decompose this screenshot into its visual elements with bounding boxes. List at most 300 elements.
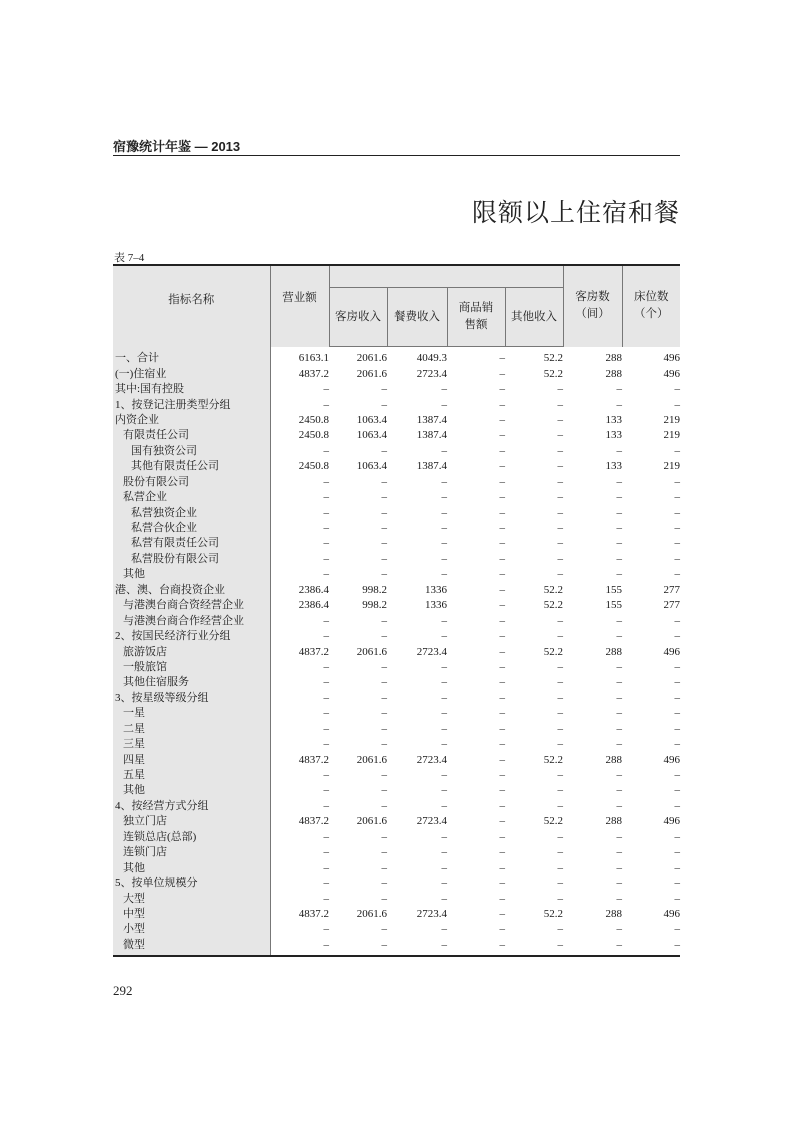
cell-rooms: 288 (605, 815, 622, 828)
cell-room-income: 998.2 (362, 599, 387, 612)
cell-goods-sales: – (499, 660, 505, 673)
cell-rooms: – (616, 830, 622, 843)
cell-beds: – (674, 568, 680, 581)
cell-goods-sales: – (499, 676, 505, 689)
cell-room-income: – (381, 877, 387, 890)
cell-food-income: – (441, 830, 447, 843)
cell-room-income: – (381, 630, 387, 643)
cell-rooms: – (616, 892, 622, 905)
cell-other-income: 52.2 (543, 753, 563, 766)
table-row (113, 845, 680, 860)
cell-goods-sales: – (499, 522, 505, 535)
cell-beds: – (674, 491, 680, 504)
row-indicator-name: 与港澳台商合作经营企业 (113, 613, 270, 628)
cell-beds: – (674, 691, 680, 704)
cell-revenue: – (323, 444, 329, 457)
cell-rooms: – (616, 630, 622, 643)
cell-goods-sales: – (499, 475, 505, 488)
header-rooms-line1: 客房数 (575, 291, 610, 304)
row-indicator-name: 其他有限责任公司 (113, 459, 270, 474)
cell-revenue: – (323, 830, 329, 843)
table-row (113, 660, 680, 675)
row-indicator-name: 五星 (113, 768, 270, 783)
cell-rooms: – (616, 691, 622, 704)
table-number: 表 7–4 (114, 252, 145, 264)
cell-beds: – (622, 938, 680, 956)
cell-revenue: – (323, 630, 329, 643)
cell-rooms: – (616, 877, 622, 890)
row-indicator-name: 微型 (113, 938, 270, 956)
cell-goods-sales: – (499, 923, 505, 936)
row-indicator-name: 私营企业 (113, 490, 270, 505)
row-indicator-name: 其他住宿服务 (113, 675, 270, 690)
row-indicator-name: 独立门店 (113, 814, 270, 829)
cell-room-income: – (381, 722, 387, 735)
header-room-income-label: 客房收入 (335, 310, 381, 323)
table-row (113, 366, 680, 381)
cell-food-income: – (441, 660, 447, 673)
cell-room-income: 2061.6 (356, 753, 387, 766)
cell-other-income: 52.2 (543, 367, 563, 380)
cell-room-income: – (381, 522, 387, 535)
cell-rooms: – (616, 475, 622, 488)
cell-food-income: – (441, 892, 447, 905)
table-body (113, 347, 680, 957)
row-indicator-name: 连锁总店(总部) (113, 830, 270, 845)
cell-revenue: – (323, 877, 329, 890)
cell-food-income: – (441, 568, 447, 581)
header-goods-sales-line1: 商品销 (458, 302, 494, 314)
cell-room-income: – (381, 830, 387, 843)
table-row (113, 428, 680, 443)
cell-goods-sales: – (499, 568, 505, 581)
cell-food-income: – (441, 630, 447, 643)
cell-revenue: 2450.8 (298, 460, 329, 473)
cell-revenue: – (323, 491, 329, 504)
cell-revenue: – (323, 522, 329, 535)
cell-other-income: – (557, 707, 563, 720)
cell-room-income: – (381, 537, 387, 550)
row-indicator-name: 旅游饭店 (113, 644, 270, 659)
table-row (113, 706, 680, 721)
cell-food-income: – (441, 691, 447, 704)
cell-rooms: 288 (605, 753, 622, 766)
cell-revenue: – (323, 676, 329, 689)
cell-beds: 496 (663, 907, 680, 920)
cell-revenue: – (323, 707, 329, 720)
cell-rooms: – (563, 938, 622, 956)
cell-revenue: 2450.8 (298, 413, 329, 426)
header-rule (113, 155, 680, 156)
cell-other-income: 52.2 (543, 645, 563, 658)
row-indicator-name: 私营股份有限公司 (113, 552, 270, 567)
cell-goods-sales: – (499, 846, 505, 859)
cell-beds: 219 (663, 429, 680, 442)
table-row (113, 505, 680, 520)
cell-rooms: 288 (605, 907, 622, 920)
header-revenue-label: 营业额 (282, 291, 317, 304)
cell-other-income: – (557, 383, 563, 396)
table-row (113, 490, 680, 505)
cell-rooms: – (616, 614, 622, 627)
cell-beds: – (674, 676, 680, 689)
cell-beds: – (674, 475, 680, 488)
header-food-income (387, 288, 447, 347)
cell-beds: 496 (663, 351, 680, 364)
cell-beds: – (674, 830, 680, 843)
cell-food-income: – (441, 923, 447, 936)
cell-revenue: 4837.2 (298, 367, 329, 380)
cell-other-income: – (557, 660, 563, 673)
cell-beds: – (674, 846, 680, 859)
cell-rooms: – (616, 707, 622, 720)
table-row (113, 876, 680, 891)
cell-revenue: – (323, 769, 329, 782)
cell-revenue: 2450.8 (298, 429, 329, 442)
cell-room-income: 1063.4 (356, 460, 387, 473)
cell-goods-sales: – (499, 784, 505, 797)
table-row (113, 814, 680, 829)
table-row (113, 413, 680, 428)
row-indicator-name: 3、按星级等级分组 (113, 691, 270, 706)
cell-other-income: – (557, 892, 563, 905)
cell-other-income: – (557, 676, 563, 689)
cell-beds: – (674, 799, 680, 812)
cell-room-income: 2061.6 (356, 907, 387, 920)
cell-rooms: – (616, 799, 622, 812)
cell-other-income: – (557, 769, 563, 782)
table-row (113, 691, 680, 706)
cell-room-income: – (381, 552, 387, 565)
cell-room-income: – (381, 923, 387, 936)
cell-food-income: – (441, 676, 447, 689)
cell-food-income: – (441, 799, 447, 812)
cell-revenue: 4837.2 (298, 645, 329, 658)
cell-rooms: – (616, 923, 622, 936)
cell-other-income: – (557, 830, 563, 843)
table-row (113, 922, 680, 937)
cell-beds: – (674, 877, 680, 890)
cell-rooms: – (616, 861, 622, 874)
cell-room-income: – (381, 568, 387, 581)
cell-rooms: – (616, 398, 622, 411)
cell-goods-sales: – (499, 537, 505, 550)
table-row (113, 347, 680, 367)
cell-goods-sales: – (499, 722, 505, 735)
cell-room-income: – (381, 491, 387, 504)
header-beds-line2: （个） (634, 308, 669, 321)
cell-food-income: 2723.4 (416, 907, 447, 920)
table-row (113, 397, 680, 412)
cell-beds: – (674, 923, 680, 936)
cell-beds: 496 (663, 753, 680, 766)
cell-other-income: – (557, 799, 563, 812)
cell-beds: – (674, 630, 680, 643)
header-revenue-breakdown-group (329, 265, 563, 288)
row-indicator-name: 国有独资公司 (113, 444, 270, 459)
cell-other-income: – (557, 537, 563, 550)
row-indicator-name: 一星 (113, 706, 270, 721)
table-row (113, 675, 680, 690)
cell-beds: – (674, 444, 680, 457)
cell-food-income: – (441, 846, 447, 859)
header-indicator-name (113, 265, 270, 347)
cell-food-income: 2723.4 (416, 645, 447, 658)
row-indicator-name: 与港澳台商合资经营企业 (113, 598, 270, 613)
cell-room-income: – (381, 738, 387, 751)
cell-food-income: – (387, 938, 447, 956)
table-row (113, 613, 680, 628)
cell-room-income: – (381, 769, 387, 782)
cell-beds: – (674, 738, 680, 751)
statistics-table-container (113, 264, 680, 957)
cell-goods-sales: – (499, 799, 505, 812)
running-head: 宿豫统计年鉴 — 2013 (113, 139, 241, 154)
cell-goods-sales: – (499, 352, 505, 365)
cell-beds: 219 (663, 413, 680, 426)
cell-rooms: – (616, 676, 622, 689)
cell-revenue: – (323, 846, 329, 859)
row-indicator-name: 其他 (113, 783, 270, 798)
cell-food-income: – (441, 383, 447, 396)
table-row (113, 799, 680, 814)
cell-room-income: 2061.6 (356, 645, 387, 658)
row-indicator-name: 其他 (113, 860, 270, 875)
cell-room-income: – (381, 707, 387, 720)
cell-revenue: – (323, 506, 329, 519)
row-indicator-name: 一般旅馆 (113, 660, 270, 675)
cell-other-income: – (557, 630, 563, 643)
cell-goods-sales: – (499, 429, 505, 442)
cell-goods-sales: – (499, 614, 505, 627)
row-indicator-name: 其中:国有控股 (113, 382, 270, 397)
cell-revenue: – (323, 398, 329, 411)
cell-other-income: – (557, 429, 563, 442)
cell-other-income: – (557, 738, 563, 751)
row-indicator-name: 私营有限责任公司 (113, 536, 270, 551)
cell-food-income: – (441, 444, 447, 457)
table-row (113, 768, 680, 783)
cell-revenue: – (323, 923, 329, 936)
cell-beds: – (674, 784, 680, 797)
cell-other-income: – (557, 722, 563, 735)
row-indicator-name: 私营合伙企业 (113, 521, 270, 536)
header-beds-line1: 床位数 (634, 291, 669, 304)
cell-rooms: – (616, 444, 622, 457)
row-indicator-name: 内资企业 (113, 413, 270, 428)
cell-food-income: 2723.4 (416, 815, 447, 828)
cell-revenue: – (323, 614, 329, 627)
row-indicator-name: 中型 (113, 907, 270, 922)
cell-room-income: – (381, 799, 387, 812)
row-indicator-name: 二星 (113, 722, 270, 737)
cell-other-income: – (557, 877, 563, 890)
row-indicator-name: 有限责任公司 (113, 428, 270, 443)
cell-revenue: 4837.2 (298, 907, 329, 920)
cell-goods-sales: – (499, 506, 505, 519)
cell-goods-sales: – (499, 753, 505, 766)
cell-goods-sales: – (499, 630, 505, 643)
cell-other-income: – (557, 691, 563, 704)
cell-revenue: – (270, 938, 329, 956)
cell-other-income: – (557, 444, 563, 457)
cell-food-income: 1387.4 (416, 460, 447, 473)
table-row (113, 598, 680, 613)
cell-goods-sales: – (499, 861, 505, 874)
cell-revenue: – (323, 537, 329, 550)
table-row (113, 737, 680, 752)
cell-rooms: – (616, 522, 622, 535)
cell-other-income: – (557, 923, 563, 936)
header-rooms-line2: （间） (575, 308, 610, 321)
cell-other-income: – (505, 938, 563, 956)
cell-food-income: – (441, 738, 447, 751)
cell-revenue: – (323, 552, 329, 565)
cell-food-income: – (441, 552, 447, 565)
table-row (113, 629, 680, 644)
cell-revenue: 2386.4 (298, 583, 329, 596)
cell-other-income: – (557, 398, 563, 411)
cell-rooms: 133 (605, 429, 622, 442)
cell-goods-sales: – (499, 367, 505, 380)
cell-rooms: – (616, 383, 622, 396)
cell-beds: – (674, 769, 680, 782)
cell-goods-sales: – (499, 769, 505, 782)
header-beds (622, 265, 680, 347)
cell-goods-sales: – (499, 892, 505, 905)
row-indicator-name: 四星 (113, 752, 270, 767)
cell-revenue: 6163.1 (298, 351, 329, 364)
cell-room-income: – (381, 398, 387, 411)
cell-food-income: 4049.3 (416, 352, 447, 365)
cell-rooms: 133 (605, 413, 622, 426)
cell-rooms: – (616, 506, 622, 519)
cell-rooms: 133 (605, 460, 622, 473)
row-indicator-name: 2、按国民经济行业分组 (113, 629, 270, 644)
cell-rooms: – (616, 769, 622, 782)
cell-beds: – (674, 614, 680, 627)
cell-room-income: – (381, 444, 387, 457)
cell-food-income: – (441, 769, 447, 782)
cell-room-income: – (381, 614, 387, 627)
cell-revenue: – (323, 738, 329, 751)
table-row (113, 444, 680, 459)
cell-room-income: – (381, 846, 387, 859)
cell-rooms: – (616, 738, 622, 751)
cell-goods-sales: – (499, 599, 505, 612)
table-row (113, 521, 680, 536)
table-row (113, 783, 680, 798)
row-indicator-name: 大型 (113, 891, 270, 906)
table-row (113, 644, 680, 659)
cell-food-income: – (441, 722, 447, 735)
cell-room-income: 2061.6 (356, 367, 387, 380)
cell-room-income: – (381, 784, 387, 797)
cell-food-income: 2723.4 (416, 367, 447, 380)
row-indicator-name: 港、澳、台商投资企业 (113, 583, 270, 598)
cell-room-income: – (381, 660, 387, 673)
row-indicator-name: 连锁门店 (113, 845, 270, 860)
cell-food-income: 1387.4 (416, 413, 447, 426)
cell-other-income: – (557, 846, 563, 859)
table-row (113, 475, 680, 490)
cell-food-income: 1336 (425, 599, 447, 612)
cell-room-income: 2061.6 (356, 352, 387, 365)
cell-other-income: 52.2 (543, 815, 563, 828)
cell-rooms: – (616, 568, 622, 581)
table-row (113, 567, 680, 582)
cell-beds: – (674, 552, 680, 565)
row-indicator-name: 小型 (113, 922, 270, 937)
cell-other-income: – (557, 491, 563, 504)
cell-goods-sales: – (499, 815, 505, 828)
table-row (113, 891, 680, 906)
cell-room-income: – (381, 475, 387, 488)
cell-revenue: – (323, 784, 329, 797)
cell-room-income: – (381, 383, 387, 396)
row-indicator-name: (一)住宿业 (113, 366, 270, 381)
cell-beds: – (674, 660, 680, 673)
cell-rooms: – (616, 722, 622, 735)
table-row (113, 938, 680, 956)
cell-beds: – (674, 707, 680, 720)
cell-food-income: – (441, 522, 447, 535)
cell-beds: – (674, 722, 680, 735)
cell-goods-sales: – (499, 645, 505, 658)
cell-goods-sales: – (499, 877, 505, 890)
header-other-income-label: 其他收入 (511, 310, 557, 323)
cell-other-income: – (557, 460, 563, 473)
cell-revenue: – (323, 861, 329, 874)
row-indicator-name: 4、按经营方式分组 (113, 799, 270, 814)
row-indicator-name: 三星 (113, 737, 270, 752)
cell-beds: 277 (663, 599, 680, 612)
cell-other-income: 52.2 (543, 583, 563, 596)
table-row (113, 536, 680, 551)
cell-rooms: 288 (605, 367, 622, 380)
cell-room-income: – (381, 861, 387, 874)
cell-beds: – (674, 383, 680, 396)
cell-other-income: – (557, 861, 563, 874)
cell-beds: – (674, 522, 680, 535)
row-indicator-name: 股份有限公司 (113, 475, 270, 490)
header-goods-sales-line2: 售额 (464, 319, 488, 331)
cell-goods-sales: – (499, 552, 505, 565)
cell-rooms: – (616, 552, 622, 565)
cell-rooms: – (616, 784, 622, 797)
cell-room-income: 1063.4 (356, 429, 387, 442)
cell-revenue: 4837.2 (298, 753, 329, 766)
cell-other-income: 52.2 (543, 907, 563, 920)
cell-other-income: – (557, 568, 563, 581)
table-row (113, 752, 680, 767)
cell-food-income: 2723.4 (416, 753, 447, 766)
table-row (113, 907, 680, 922)
table-row (113, 583, 680, 598)
table-row (113, 722, 680, 737)
page-number: 292 (113, 983, 133, 998)
cell-food-income: – (441, 784, 447, 797)
cell-beds: – (674, 537, 680, 550)
cell-rooms: 155 (605, 583, 622, 596)
cell-revenue: – (323, 799, 329, 812)
cell-beds: 219 (663, 460, 680, 473)
cell-revenue: – (323, 383, 329, 396)
row-indicator-name: 私营独资企业 (113, 505, 270, 520)
cell-food-income: – (441, 398, 447, 411)
cell-other-income: – (557, 784, 563, 797)
cell-rooms: – (616, 537, 622, 550)
